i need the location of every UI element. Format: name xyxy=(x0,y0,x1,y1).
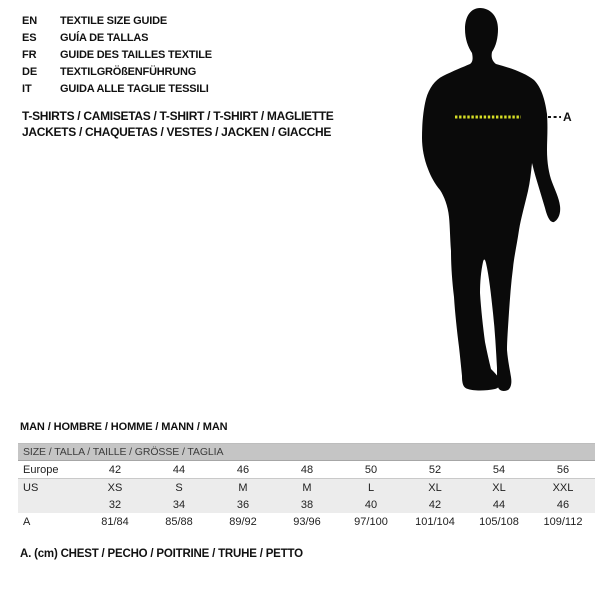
lang-label: TEXTILGRÖßENFÜHRUNG xyxy=(60,65,197,78)
table-row-chest-a xyxy=(18,513,595,530)
lang-code: ES xyxy=(22,31,37,44)
category-tshirts: T-SHIRTS / CAMISETAS / T-SHIRT / T-SHIRT / MAGLIETTE xyxy=(22,109,334,123)
lang-code: FR xyxy=(22,48,37,61)
size-cell: 50 xyxy=(364,463,378,476)
size-cell: 85/88 xyxy=(165,515,193,528)
size-cell: 105/108 xyxy=(479,515,519,528)
size-cell: 42 xyxy=(428,498,442,511)
lang-code: DE xyxy=(22,65,38,78)
size-cell: 38 xyxy=(300,498,314,511)
size-cell: 54 xyxy=(492,463,506,476)
row-label: Europe xyxy=(23,463,59,476)
size-cell: 101/104 xyxy=(415,515,455,528)
size-cell: XL xyxy=(428,481,442,494)
size-cell: 93/96 xyxy=(293,515,321,528)
size-cell: 48 xyxy=(300,463,314,476)
row-label: A xyxy=(23,515,31,528)
size-table xyxy=(18,443,595,530)
size-cell: 44 xyxy=(492,498,506,511)
section-title-man: MAN / HOMBRE / HOMME / MANN / MAN xyxy=(20,421,228,433)
size-cell: 81/84 xyxy=(101,515,129,528)
lang-code: IT xyxy=(22,82,32,95)
size-cell: M xyxy=(238,481,248,494)
language-list xyxy=(22,12,212,97)
size-cell: 56 xyxy=(556,463,570,476)
size-cell: 109/112 xyxy=(543,515,583,528)
measure-label-a: A xyxy=(563,110,572,124)
lang-row-en xyxy=(22,12,212,29)
lang-row-it xyxy=(22,80,212,97)
lang-row-de xyxy=(22,63,212,80)
table-row-europe xyxy=(18,461,595,479)
size-cell: 46 xyxy=(236,463,250,476)
lang-code: EN xyxy=(22,14,38,27)
size-table-header: SIZE / TALLA / TAILLE / GRÖSSE / TAGLIA xyxy=(18,443,595,461)
table-row-unlabeled xyxy=(18,496,595,513)
size-cell: 46 xyxy=(556,498,570,511)
size-cell: XXL xyxy=(552,481,574,494)
size-cell: 44 xyxy=(172,463,186,476)
size-cell: XS xyxy=(107,481,123,494)
size-cell: 42 xyxy=(108,463,122,476)
row-label: US xyxy=(23,481,39,494)
size-cell: 89/92 xyxy=(229,515,257,528)
lang-label: TEXTILE SIZE GUIDE xyxy=(60,14,168,27)
size-cell: M xyxy=(302,481,312,494)
size-cell: L xyxy=(367,481,375,494)
size-cell: 36 xyxy=(236,498,250,511)
chest-measure-footnote: A. (cm) CHEST / PECHO / POITRINE / TRUHE / PETTO xyxy=(20,548,303,560)
man-silhouette-figure xyxy=(400,0,600,400)
man-silhouette xyxy=(422,8,560,391)
size-cell: XL xyxy=(492,481,506,494)
lang-label: GUIDE DES TAILLES TEXTILE xyxy=(60,48,212,61)
lang-label: GUIDA ALLE TAGLIE TESSILI xyxy=(60,82,209,95)
size-cell: 34 xyxy=(172,498,186,511)
size-cell: 32 xyxy=(108,498,122,511)
lang-row-fr xyxy=(22,46,212,63)
size-cell: 40 xyxy=(364,498,378,511)
lang-row-es xyxy=(22,29,212,46)
lang-label: GUÍA DE TALLAS xyxy=(60,31,149,44)
size-cell: S xyxy=(175,481,183,494)
size-cell: 52 xyxy=(428,463,442,476)
garment-categories xyxy=(22,108,334,140)
category-jackets: JACKETS / CHAQUETAS / VESTES / JACKEN / GIACCHE xyxy=(22,125,332,139)
table-row-us xyxy=(18,479,595,496)
size-cell: 97/100 xyxy=(354,515,388,528)
